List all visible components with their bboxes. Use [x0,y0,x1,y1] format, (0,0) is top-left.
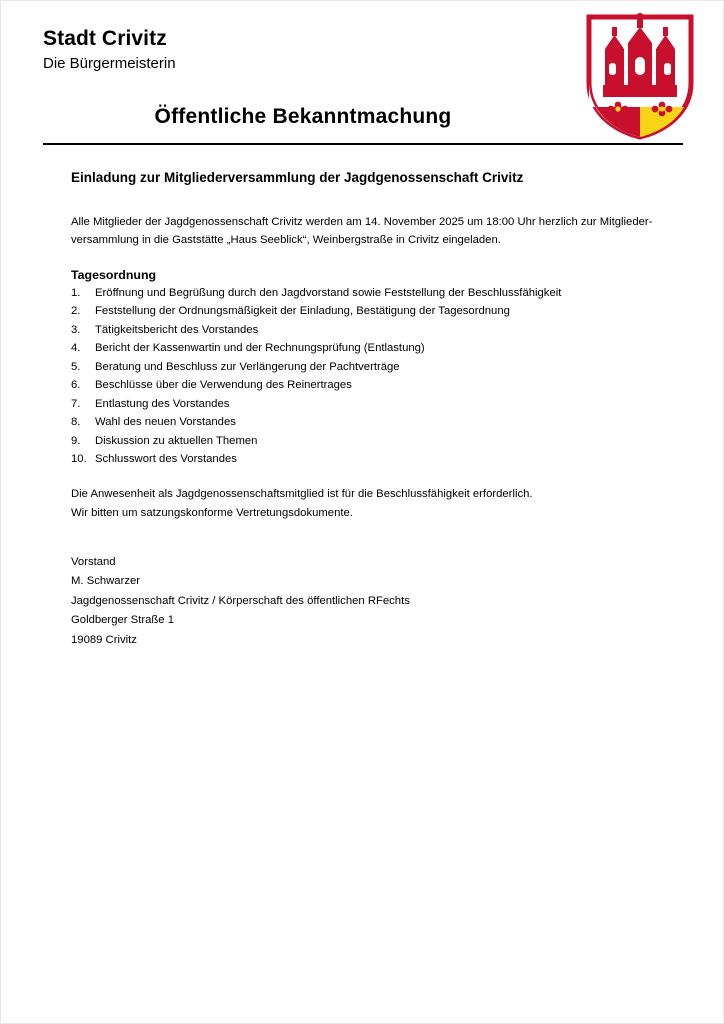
list-item-label: Feststellung der Ordnungsmäßigkeit der Einladung, Bestätigung der Tagesordnung [95,305,510,318]
list-item-label: Beratung und Beschluss zur Verlängerung der Pachtverträge [95,360,400,373]
list-item [71,288,656,299]
list-item-number: 9. [71,434,81,447]
list-item-label: Wahl des neuen Vorstandes [95,416,236,429]
signature-line: Jagdgenossenschaft Crivitz / Körperschaft des öffentlichen RFechts [71,594,410,607]
list-item-number: 3. [71,323,81,336]
signature-block [71,553,656,650]
list-item [71,343,656,354]
signature-line: Vorstand [71,556,116,568]
note-line-attendance: Die Anwesenheit als Jagdgenossenschaftsmitglied ist für die Beschlussfähigkeit erforderlich. [71,488,533,500]
city-name: Stadt Crivitz [43,27,167,50]
list-item [71,454,656,465]
list-item-number: 10. [71,453,87,466]
list-item-label: Entlastung des Vorstandes [95,397,230,410]
signature-line: Goldberger Straße 1 [71,614,174,627]
list-item-number: 2. [71,305,81,318]
coat-of-arms-icon [585,13,695,141]
list-item-number: 4. [71,342,81,355]
list-item [71,399,656,410]
list-item [71,417,656,428]
list-item-label: Schlusswort des Vorstandes [95,453,237,466]
document-subject: Einladung zur Mitgliederversammlung der Jagdgenossenschaft Crivitz [71,170,524,185]
mayor-role: Die Bürgermeisterin [43,54,176,72]
letterhead [43,27,663,73]
list-item [71,362,656,373]
page-title: Öffentliche Bekanntmachung [154,105,452,128]
list-item-label: Eröffnung und Begrüßung durch den Jagdvorstand sowie Feststellung der Beschlussfähigkeit [95,287,562,299]
list-item-label: Tätigkeitsbericht des Vorstandes [95,323,259,336]
list-item-number: 1. [71,287,81,299]
list-item-number: 5. [71,360,81,373]
list-item-label: Diskussion zu aktuellen Themen [95,434,258,447]
list-item [71,325,656,336]
list-item-number: 8. [71,416,81,429]
list-item [71,380,656,391]
list-item [71,306,656,317]
list-item-number: 7. [71,397,81,410]
signature-line: M. Schwarzer [71,575,141,588]
notes-block [71,485,656,524]
signature-line: 19089 Crivitz [71,633,137,646]
agenda-list [71,288,656,473]
header-divider [43,143,683,145]
list-item-number: 6. [71,379,81,392]
list-item [71,436,656,447]
list-item-label: Beschlüsse über die Verwendung des Reinertrages [95,379,352,392]
intro-paragraph: Alle Mitglieder der Jagdgenossenschaft Crivitz werden am 14. November 2025 um 18:00 Uhr herzlich zur Mitglieder-versammlung in die Gaststätte „Haus Seeblick“, Weinbergstraße in Crivitz eingeladen. [71,216,653,247]
list-item-label: Bericht der Kassenwartin und der Rechnungsprüfung (Entlastung) [95,342,425,355]
agenda-heading: Tagesordnung [71,268,157,282]
note-line-proxy: Wir bitten um satzungskonforme Vertretungsdokumente. [71,507,353,520]
